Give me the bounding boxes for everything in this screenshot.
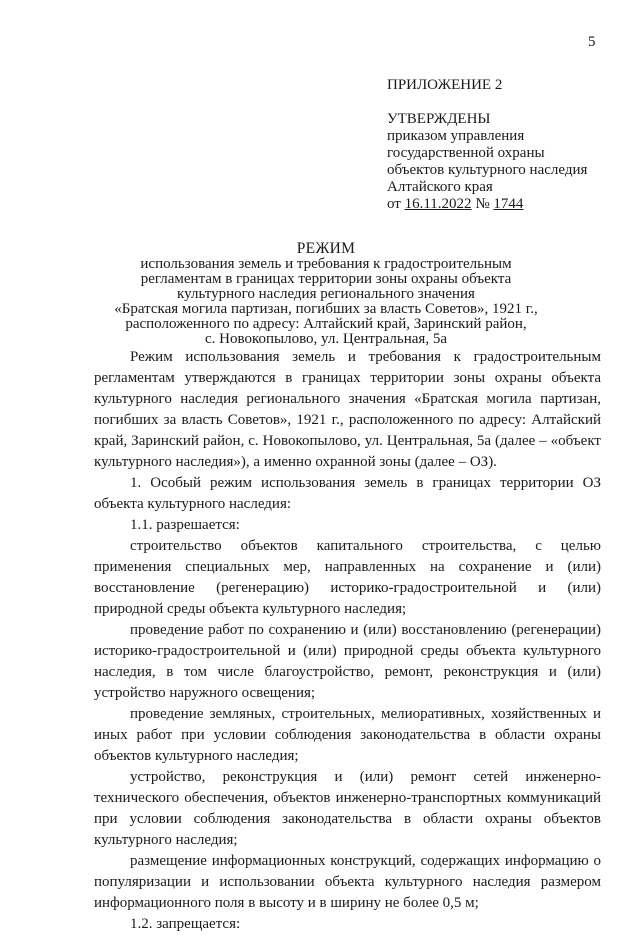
title-line: использования земель и требования к градостроительным	[140, 256, 512, 272]
date-prefix: от	[387, 196, 401, 212]
body-paragraph: Режим использования земель и требования к градостроительным регламентам утверждаются в границах территории зоны охраны объекта культурного наследия регионального значения «Братская могила партизан, погибших за власть Советов», 1921 г., расположенного по адресу: Алтайский край, Заринский район, с. Новокопылово, ул. Центральная, 5а (далее – «объект культурного наследия»), а именно охранной зоны (далее – ОЗ).	[94, 349, 601, 470]
order-date: 16.11.2022	[404, 196, 472, 212]
title-heading: РЕЖИМ	[296, 240, 356, 257]
authority-line: объектов культурного наследия	[387, 162, 588, 178]
title-line: расположенного по адресу: Алтайский край, Заринский район,	[125, 316, 527, 332]
authority-line: приказом управления	[387, 128, 525, 144]
body-paragraph: строительство объектов капитального строительства, с целью применения специальных мер, направленных на сохранение и (или) восстановление (регенерацию) историко-градостроительной и (или) природной среды объекта культурного наследия;	[94, 538, 601, 617]
body-paragraph: 1. Особый режим использования земель в границах территории ОЗ объекта культурного наследия:	[94, 475, 601, 512]
body-paragraph: проведение работ по сохранению и (или) восстановлению (регенерации) историко-градостроительной и (или) природной среды объекта культурного наследия, в том числе благоустройство, ремонт, реконструкция и (или) устройство наружного освещения;	[94, 622, 601, 701]
document-body	[94, 347, 601, 935]
body-paragraph: 1.1. разрешается:	[130, 517, 240, 533]
page-number: 5	[588, 34, 596, 50]
authority-line: государственной охраны	[387, 145, 545, 161]
appendix-label: ПРИЛОЖЕНИЕ 2	[387, 77, 503, 93]
approved-heading: УТВЕРЖДЕНЫ	[387, 111, 491, 127]
authority-line: Алтайского края	[387, 179, 493, 195]
document-title	[100, 241, 552, 347]
order-date-number	[387, 196, 627, 213]
title-line: «Братская могила партизан, погибших за власть Советов», 1921 г.,	[114, 301, 538, 317]
title-line: регламентам в границах территории зоны охраны объекта	[140, 271, 512, 287]
approval-block	[387, 77, 627, 213]
order-number: 1744	[493, 196, 524, 212]
body-paragraph: размещение информационных конструкций, содержащих информацию о популяризации и использовании объекта культурного наследия размером информационного поля в высоту и в ширину не более 0,5 м;	[94, 853, 601, 911]
body-paragraph: устройство, реконструкция и (или) ремонт сетей инженерно-технического обеспечения, объектов инженерно-транспортных коммуникаций при условии соблюдения законодательства в области охраны объектов культурного наследия;	[94, 769, 601, 848]
number-prefix: №	[475, 196, 490, 212]
title-line: культурного наследия регионального значения	[177, 286, 475, 302]
title-line: с. Новокопылово, ул. Центральная, 5а	[204, 331, 447, 347]
body-paragraph: проведение земляных, строительных, мелиоративных, хозяйственных и иных работ при условии соблюдения законодательства в области охраны объектов культурного наследия;	[94, 706, 601, 764]
body-paragraph: 1.2. запрещается:	[130, 916, 241, 932]
